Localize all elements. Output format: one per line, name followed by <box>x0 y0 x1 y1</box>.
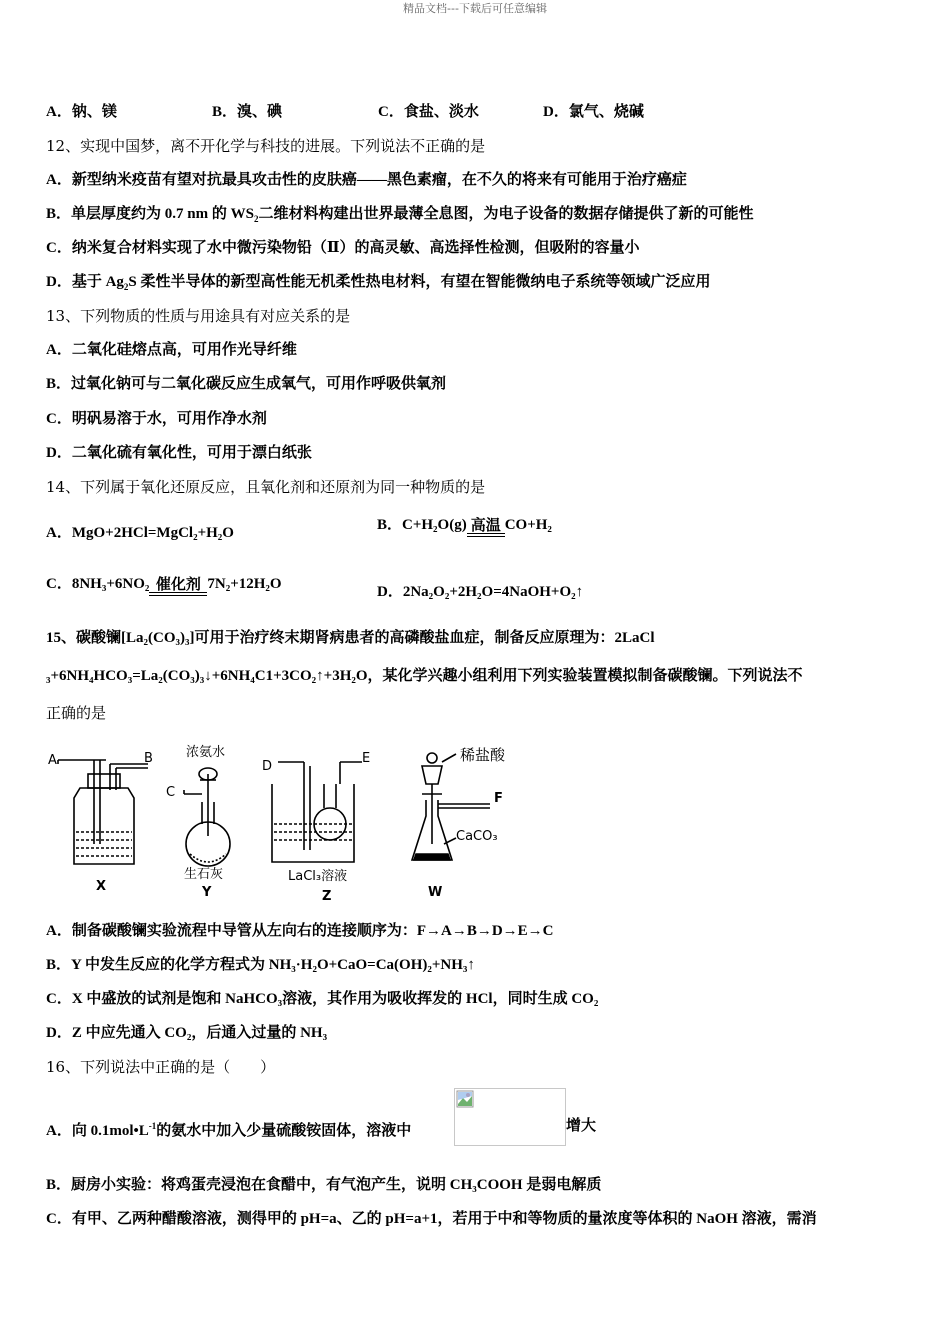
apparatus-figure <box>44 744 524 904</box>
label-e: E <box>362 751 371 766</box>
q14-stem: 14、下列属于氧化还原反应，且氧化剂和还原剂为同一种物质的是 <box>46 478 486 496</box>
label-f: F <box>494 791 503 806</box>
q13-option-c: C．明矾易溶于水，可用作净水剂 <box>46 411 267 427</box>
label-w: W <box>428 885 443 900</box>
label-d: D <box>262 759 273 774</box>
label-a: A <box>48 753 57 768</box>
condition-high-temp: 高温 <box>470 516 501 534</box>
label-z: Z <box>322 889 332 904</box>
q13-option-b: B．过氧化钠可与二氧化碳反应生成氧气，可用作呼吸供氧剂 <box>46 376 447 392</box>
q12-option-a: A．新型纳米疫苗有望对抗最具攻击性的皮肤癌——黑色素瘤，在不久的将来有可能用于治疗癌症 <box>46 172 687 188</box>
broken-image-placeholder <box>454 1088 566 1146</box>
q11-option-d: D．氯气、烧碱 <box>543 104 644 120</box>
q16-option-c: C．有甲、乙两种醋酸溶液，测得甲的 pH=a、乙的 pH=a+1，若用于中和等物质的量浓度等体积的 NaOH 溶液，需消 <box>46 1211 817 1227</box>
q13-stem: 13、下列物质的性质与用途具有对应关系的是 <box>46 307 351 325</box>
q13-option-d: D．二氧化硫有氧化性，可用于漂白纸张 <box>46 445 312 461</box>
q15-option-a: A．制备碳酸镧实验流程中导管从左向右的连接顺序为：F→A→B→D→E→C <box>46 923 554 939</box>
q16-option-a: A．向 $0.1mol•L^{-1}$的氨水中加入少量硫酸铵固体，溶液中 <box>46 1121 412 1139</box>
q11-option-c: C．食盐、淡水 <box>378 104 479 120</box>
q12-option-b: B．单层厚度约为 0.7 nm 的 $WS_2$二维材料构建出世界最薄全息图，为电子设备的数据存储提供了新的可能性 <box>46 206 754 224</box>
label-y: Y <box>202 885 212 900</box>
label-x: X <box>96 879 107 894</box>
q14-option-b: B．C+H₂O(g) 高温 CO+H₂ <box>377 507 552 543</box>
q13-option-a: A．二氧化硅熔点高，可用作光导纤维 <box>46 342 297 358</box>
q12-option-d: D．基于 $Ag_2S$ 柔性半导体的新型高性能无机柔性热电材料，有望在智能微纳电子系统等领域广泛应用 <box>46 274 711 292</box>
q11-option-a: A．钠、镁 <box>46 104 117 120</box>
condition-catalyst: 催化剂 <box>155 575 201 593</box>
bottle-x <box>58 760 148 864</box>
q15-option-b: B．Y 中发生反应的化学方程式为 NH₃·H₂O+CaO=Ca(OH)₂+NH₃↑ <box>46 957 475 973</box>
label-b: B <box>144 751 153 766</box>
q14-option-c: C．8NH₃+6NO₂ 催化剂 7N₂+12H₂O <box>46 566 282 602</box>
q15-stem-line3: 正确的是 <box>46 704 107 722</box>
q16-stem: 16、下列说法中正确的是（ ） <box>46 1058 276 1076</box>
broken-image-icon <box>456 1090 474 1108</box>
label-lime: 生石灰 <box>184 867 224 882</box>
page-header: 精品文档---下载后可任意编辑 <box>403 2 547 15</box>
q15-stem-line2: ₃+6NH₄HCO₃=La₂(CO₃)₃↓+6NH₄C1+3CO₂↑+3H₂O，某化学兴趣小组利用下列实验装置模拟制备碳酸镧。下列说法不 <box>46 668 803 684</box>
label-caco3: CaCO₃ <box>456 829 498 844</box>
q16-option-a-tail: 增大 <box>566 1118 597 1134</box>
q16-option-b: B．厨房小实验：将鸡蛋壳浸泡在食醋中，有气泡产生，说明 CH₃COOH 是弱电解质 <box>46 1177 602 1193</box>
q12-option-c: C．纳米复合材料实现了水中微污染物铅（Ⅱ）的高灵敏、高选择性检测，但吸附的容量小 <box>46 240 640 256</box>
label-hcl: 稀盐酸 <box>460 746 506 764</box>
q12-stem: 12、实现中国梦，离不开化学与科技的进展。下列说法不正确的是 <box>46 137 486 155</box>
q14-option-d: D．2Na₂O₂+2H₂O=4NaOH+O₂↑ <box>377 584 584 600</box>
q15-option-c: C．X 中盛放的试剂是饱和 NaHCO₃溶液，其作用为吸收挥发的 HCl，同时生成 CO₂ <box>46 991 599 1007</box>
beaker-z <box>272 762 362 862</box>
label-c: C <box>166 785 176 800</box>
q11-option-b: B．溴、碘 <box>212 104 283 120</box>
flask-y <box>184 768 230 866</box>
q15-stem-line1: 15、碳酸镧[La₂(CO₃)₃]可用于治疗终末期肾病患者的高磷酸盐血症，制备反应原理为：2LaCl <box>46 630 655 646</box>
label-ammonia: 浓氨水 <box>186 745 226 760</box>
q14-option-a: A．MgO+2HCl=MgCl₂+H₂O <box>46 525 234 541</box>
label-lacl3: LaCl₃溶液 <box>288 869 348 884</box>
q15-option-d: D．Z 中应先通入 CO₂，后通入过量的 NH₃ <box>46 1025 328 1041</box>
